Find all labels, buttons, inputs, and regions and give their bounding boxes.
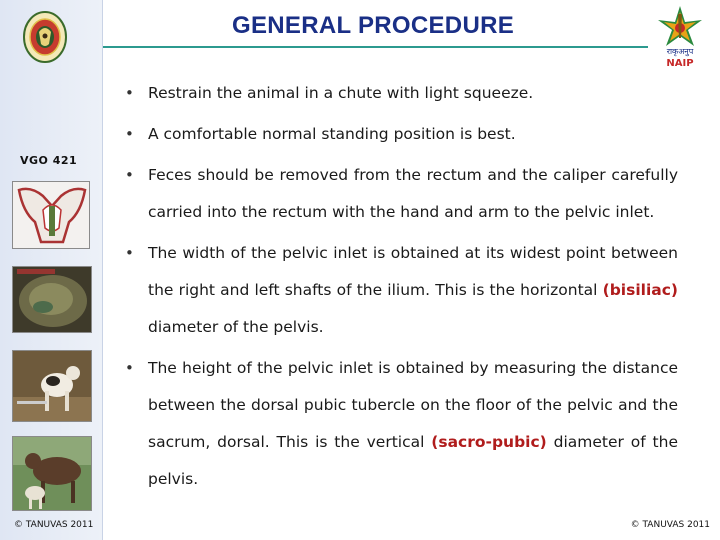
cow-and-calf-image bbox=[12, 436, 92, 511]
pelvis-bone-image bbox=[12, 181, 90, 249]
university-emblem-icon bbox=[22, 10, 68, 64]
naip-logo-text: NAIP bbox=[666, 58, 694, 69]
bullet-item: • Restrain the animal in a chute with light squeeze. bbox=[125, 75, 678, 112]
sidebar-copyright: © TANUVAS 2011 bbox=[14, 520, 94, 530]
course-code: VGO 421 bbox=[20, 154, 78, 167]
highlight-term: (bisiliac) bbox=[602, 281, 678, 299]
bullet-item: • The width of the pelvic inlet is obtained at its widest point between the right and left shafts of the ilium. This is the horizontal (bisiliac) diameter of the pelvis. bbox=[125, 235, 678, 346]
bullet-list bbox=[125, 75, 678, 502]
naip-logo bbox=[646, 2, 714, 70]
calf-image bbox=[12, 350, 92, 422]
page-title: GENERAL PROCEDURE bbox=[231, 12, 515, 39]
bullet-item: • Feces should be removed from the rectum and the caliper carefully carried into the rectum with the hand and arm to the pelvic inlet. bbox=[125, 157, 678, 231]
bullet-item: • A comfortable normal standing position is best. bbox=[125, 116, 678, 153]
naip-script-text: राकृअनुप bbox=[666, 47, 694, 56]
title-underline bbox=[103, 46, 648, 48]
rectal-exam-image bbox=[12, 266, 92, 333]
highlight-term: (sacro-pubic) bbox=[431, 433, 547, 451]
sidebar bbox=[0, 0, 103, 540]
footer-copyright: © TANUVAS 2011 bbox=[630, 520, 710, 530]
bullet-item: • The height of the pelvic inlet is obtained by measuring the distance between the dorsal pubic tubercle on the floor of the pelvic and the sacrum, dorsal. This is the vertical (sacro-pubic) diameter of the pelvis. bbox=[125, 350, 678, 498]
